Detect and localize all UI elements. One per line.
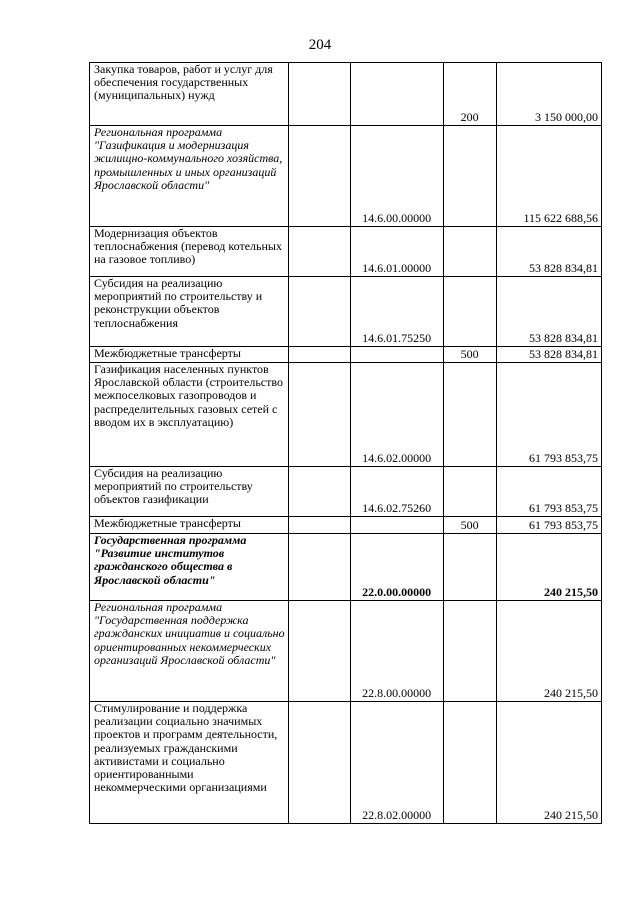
row-sum-cell: 240 215,50 <box>496 702 601 824</box>
row-name-cell: Субсидия на реализацию мероприятий по строительству и реконструкции объектов теплоснабжения <box>90 277 289 347</box>
row-name-cell: Модернизация объектов теплоснабжения (перевод котельных на газовое топливо) <box>90 227 289 277</box>
page-number: 204 <box>308 37 332 53</box>
row-blank-cell <box>288 126 350 227</box>
row-type-cell <box>443 363 496 467</box>
row-sum-cell: 61 793 853,75 <box>496 363 601 467</box>
row-name-cell: Государственная программа "Развитие институтов гражданского общества в Ярославской области" <box>90 534 289 601</box>
row-code-cell <box>350 63 443 126</box>
row-type-cell <box>443 702 496 824</box>
table-row <box>90 534 602 601</box>
row-blank-cell <box>288 517 350 534</box>
row-name-cell: Региональная программа "Газификация и модернизация жилищно-коммунального хозяйства, промышленных и иных организаций Ярославской области" <box>90 126 289 227</box>
row-type-cell <box>443 227 496 277</box>
row-sum-cell: 53 828 834,81 <box>496 277 601 347</box>
row-name-cell: Закупка товаров, работ и услуг для обеспечения государственных (муниципальных) нужд <box>90 63 289 126</box>
row-blank-cell <box>288 467 350 517</box>
row-sum-cell: 240 215,50 <box>496 534 601 601</box>
table-row <box>90 517 602 534</box>
row-type-cell <box>443 534 496 601</box>
row-sum-cell: 3 150 000,00 <box>496 63 601 126</box>
row-name-cell: Межбюджетные трансферты <box>90 517 289 534</box>
row-blank-cell <box>288 347 350 363</box>
row-sum-cell: 61 793 853,75 <box>496 467 601 517</box>
table-row <box>90 227 602 277</box>
row-name-cell: Стимулирование и поддержка реализации социально значимых проектов и программ деятельности, реализуемых гражданскими активистами и социально ориентированными некоммерческими организациями <box>90 702 289 824</box>
row-blank-cell <box>288 601 350 702</box>
row-code-cell: 14.6.00.00000 <box>350 126 443 227</box>
row-type-cell <box>443 467 496 517</box>
row-code-cell: 22.0.00.00000 <box>350 534 443 601</box>
row-blank-cell <box>288 363 350 467</box>
row-code-cell: 14.6.01.00000 <box>350 227 443 277</box>
row-type-cell <box>443 601 496 702</box>
row-code-cell: 14.6.02.00000 <box>350 363 443 467</box>
row-type-cell <box>443 277 496 347</box>
table-row <box>90 467 602 517</box>
row-blank-cell <box>288 702 350 824</box>
row-type-cell: 500 <box>443 517 496 534</box>
table-row <box>90 347 602 363</box>
row-sum-cell: 240 215,50 <box>496 601 601 702</box>
row-code-cell: 14.6.02.75260 <box>350 467 443 517</box>
table-row <box>90 363 602 467</box>
table-row <box>90 702 602 824</box>
row-code-cell <box>350 347 443 363</box>
table-row <box>90 126 602 227</box>
row-code-cell: 14.6.01.75250 <box>350 277 443 347</box>
row-type-cell: 500 <box>443 347 496 363</box>
row-sum-cell: 115 622 688,56 <box>496 126 601 227</box>
table-row <box>90 63 602 126</box>
row-name-cell: Субсидия на реализацию мероприятий по строительству объектов газификации <box>90 467 289 517</box>
row-code-cell: 22.8.00.00000 <box>350 601 443 702</box>
row-blank-cell <box>288 534 350 601</box>
row-blank-cell <box>288 63 350 126</box>
table-row <box>90 277 602 347</box>
row-sum-cell: 53 828 834,81 <box>496 347 601 363</box>
row-name-cell: Региональная программа "Государственная поддержка гражданских инициатив и социально ориентированных некоммерческих организаций Ярославской области" <box>90 601 289 702</box>
table-row <box>90 601 602 702</box>
row-name-cell: Газификация населенных пунктов Ярославской области (строительство межпоселковых газопроводов и распределительных газовых сетей с вводом их в эксплуатацию) <box>90 363 289 467</box>
row-sum-cell: 53 828 834,81 <box>496 227 601 277</box>
row-sum-cell: 61 793 853,75 <box>496 517 601 534</box>
row-code-cell: 22.8.02.00000 <box>350 702 443 824</box>
row-type-cell: 200 <box>443 63 496 126</box>
row-name-cell: Межбюджетные трансферты <box>90 347 289 363</box>
row-type-cell <box>443 126 496 227</box>
row-blank-cell <box>288 277 350 347</box>
budget-table <box>89 62 602 824</box>
row-code-cell <box>350 517 443 534</box>
row-blank-cell <box>288 227 350 277</box>
